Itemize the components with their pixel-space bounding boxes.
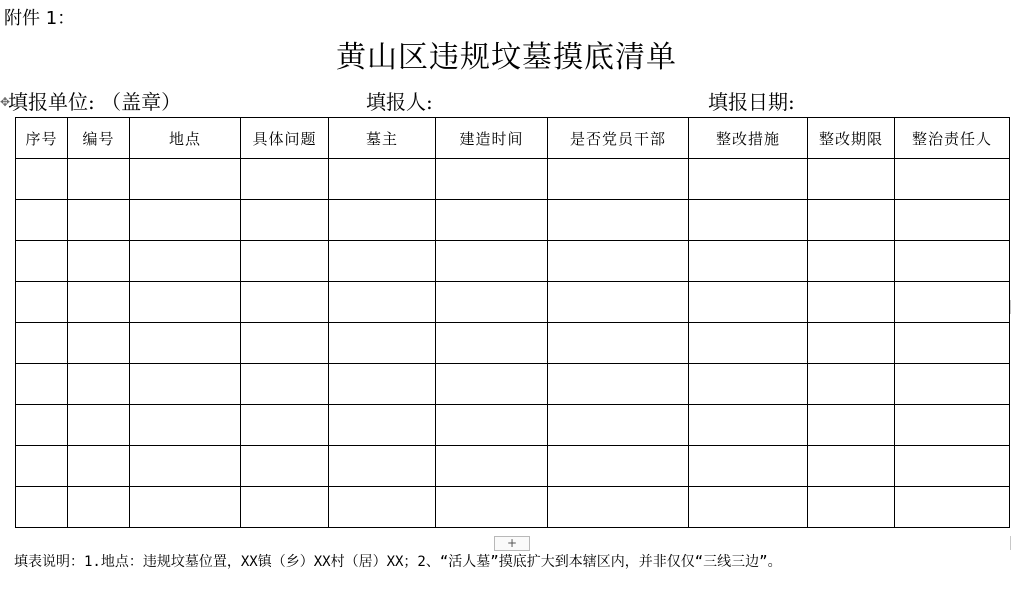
table-cell[interactable] [808,405,895,446]
table-cell[interactable] [548,446,689,487]
table-row [16,282,1010,323]
table-cell[interactable] [808,200,895,241]
table-cell[interactable] [689,364,808,405]
table-cell[interactable] [689,241,808,282]
table-row [16,446,1010,487]
table-cell[interactable] [329,487,436,528]
table-row [16,323,1010,364]
column-header: 建造时间 [436,118,548,159]
move-handle-icon[interactable]: ✥ [0,95,11,109]
table-cell[interactable] [16,200,68,241]
table-cell[interactable] [895,241,1010,282]
table-cell[interactable] [808,159,895,200]
column-header: 具体问题 [241,118,329,159]
form-footnote: 填表说明：1.地点：违规坟墓位置，XX镇（乡）XX村（居）XX；2、“活人墓”摸底扩大到本辖区内，并非仅仅“三线三边”。 [14,554,782,570]
table-cell[interactable] [241,282,329,323]
table-row [16,241,1010,282]
table-cell[interactable] [68,200,130,241]
table-cell[interactable] [895,282,1010,323]
table-cell[interactable] [241,159,329,200]
table-cell[interactable] [548,405,689,446]
table-cell[interactable] [130,364,241,405]
table-cell[interactable] [329,159,436,200]
column-header: 是否党员干部 [548,118,689,159]
table-cell[interactable] [895,446,1010,487]
table-cell[interactable] [16,405,68,446]
table-cell[interactable] [68,241,130,282]
column-header: 整改期限 [808,118,895,159]
table-cell[interactable] [329,282,436,323]
table-header-row [16,118,1010,159]
table-row [16,364,1010,405]
table-cell[interactable] [130,282,241,323]
table-cell[interactable] [895,159,1010,200]
table-cell[interactable] [895,200,1010,241]
table-cell[interactable] [130,241,241,282]
table-cell[interactable] [808,364,895,405]
table-cell[interactable] [689,405,808,446]
table-cell[interactable] [548,159,689,200]
table-cell[interactable] [241,241,329,282]
table-cell[interactable] [241,323,329,364]
column-header: 编号 [68,118,130,159]
table-cell[interactable] [895,405,1010,446]
column-header: 地点 [130,118,241,159]
table-cell[interactable] [68,282,130,323]
table-cell[interactable] [689,487,808,528]
table-cell[interactable] [436,487,548,528]
table-cell[interactable] [808,487,895,528]
table-cell[interactable] [16,446,68,487]
table-cell[interactable] [241,487,329,528]
add-row-button[interactable]: + [494,536,530,551]
table-cell[interactable] [68,364,130,405]
table-cell[interactable] [808,241,895,282]
table-cell[interactable] [16,323,68,364]
table-cell[interactable] [130,405,241,446]
table-cell[interactable] [68,159,130,200]
table-cell[interactable] [68,323,130,364]
table-cell[interactable] [689,200,808,241]
table-cell[interactable] [895,323,1010,364]
column-header: 整改措施 [689,118,808,159]
column-header: 墓主 [329,118,436,159]
table-cell[interactable] [68,487,130,528]
table-cell[interactable] [436,364,548,405]
attachment-label: 附件 1： [4,8,76,29]
table-cell[interactable] [130,446,241,487]
table-cell[interactable] [689,282,808,323]
table-cell[interactable] [548,282,689,323]
table-cell[interactable] [241,446,329,487]
table-cell[interactable] [689,446,808,487]
table-cell[interactable] [329,405,436,446]
table-cell[interactable] [548,364,689,405]
table-cell[interactable] [895,364,1010,405]
table-cell[interactable] [329,241,436,282]
table-cell[interactable] [130,200,241,241]
column-header: 整治责任人 [895,118,1010,159]
document-title: 黄山区违规坟墓摸底清单 [336,40,677,75]
table-cell[interactable] [16,487,68,528]
table-cell[interactable] [689,323,808,364]
table-cell[interactable] [436,405,548,446]
table-cell[interactable] [548,200,689,241]
table-cell[interactable] [548,241,689,282]
filler-date-label: 填报日期: [708,90,795,114]
filler-unit-label: 填报单位: （盖章） [8,90,182,114]
table-cell[interactable] [241,405,329,446]
table-cell[interactable] [436,241,548,282]
table-cell[interactable] [808,282,895,323]
table-cell[interactable] [241,364,329,405]
table-cell[interactable] [68,446,130,487]
table-cell[interactable] [329,323,436,364]
table-row [16,487,1010,528]
table-cell[interactable] [16,241,68,282]
table-cell[interactable] [241,200,329,241]
table-cell[interactable] [436,323,548,364]
grave-audit-table [15,117,1010,528]
filler-person-label: 填报人: [366,90,433,114]
table-cell[interactable] [329,446,436,487]
table-cell[interactable] [130,159,241,200]
table-cell[interactable] [895,487,1010,528]
table-cell[interactable] [808,446,895,487]
table-row [16,159,1010,200]
table-cell[interactable] [130,323,241,364]
table-cell[interactable] [548,487,689,528]
table-cell[interactable] [16,159,68,200]
table-cell[interactable] [436,446,548,487]
table-cell[interactable] [808,323,895,364]
table-cell[interactable] [68,405,130,446]
table-cell[interactable] [329,364,436,405]
table-cell[interactable] [130,487,241,528]
table-row [16,405,1010,446]
table-cell[interactable] [689,159,808,200]
column-header: 序号 [16,118,68,159]
table-cell[interactable] [436,282,548,323]
table-cell[interactable] [329,200,436,241]
table-cell[interactable] [548,323,689,364]
table-row [16,200,1010,241]
table-cell[interactable] [16,282,68,323]
table-cell[interactable] [436,159,548,200]
table-cell[interactable] [436,200,548,241]
table-cell[interactable] [16,364,68,405]
